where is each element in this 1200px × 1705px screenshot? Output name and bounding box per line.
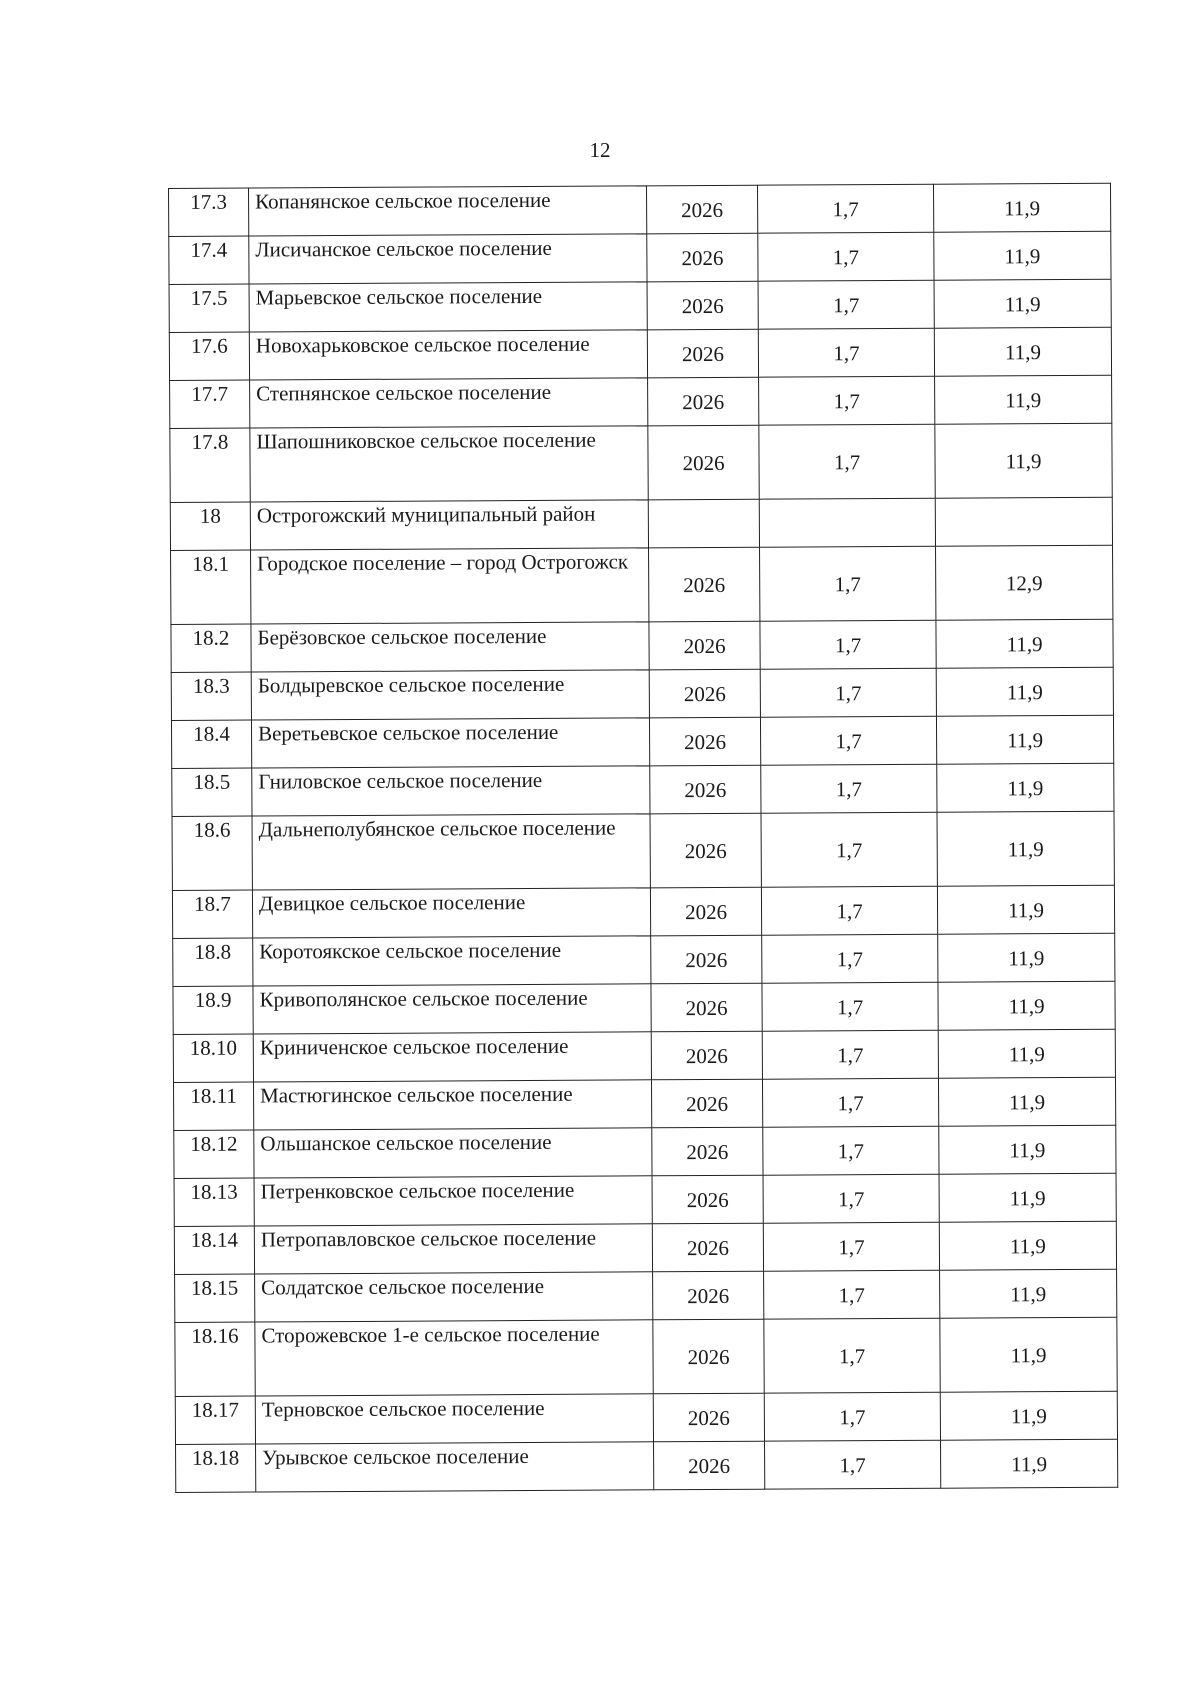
table-row bbox=[171, 715, 1113, 768]
year-cell: 2026 bbox=[646, 185, 757, 234]
value-1-cell: 1,7 bbox=[758, 280, 934, 329]
settlement-name: Дальнеполубянское сельское поселение bbox=[252, 814, 650, 890]
value-1-cell: 1,7 bbox=[762, 934, 938, 983]
table-row bbox=[171, 545, 1113, 624]
year-cell: 2026 bbox=[653, 1393, 764, 1442]
value-1-cell: 1,7 bbox=[760, 716, 936, 765]
year-cell: 2026 bbox=[654, 1441, 765, 1490]
table-row bbox=[172, 811, 1114, 890]
row-number: 18.16 bbox=[175, 1322, 255, 1396]
table-row bbox=[170, 375, 1112, 428]
district-name: Острогожский муниципальный район bbox=[250, 500, 648, 550]
value-1-cell: 1,7 bbox=[760, 668, 936, 717]
settlement-name: Петропавловское сельское поселение bbox=[254, 1224, 652, 1274]
row-number: 18.17 bbox=[175, 1396, 255, 1444]
settlement-name: Степнянское сельское поселение bbox=[250, 378, 648, 428]
year-cell bbox=[648, 499, 759, 548]
value-1-cell: 1,7 bbox=[760, 546, 936, 621]
value-1-cell: 1,7 bbox=[764, 1392, 940, 1441]
value-1-cell: 1,7 bbox=[761, 764, 937, 813]
row-number: 18.4 bbox=[171, 720, 251, 768]
year-cell: 2026 bbox=[647, 233, 758, 282]
year-cell: 2026 bbox=[649, 547, 760, 622]
value-1-cell: 1,7 bbox=[763, 1174, 939, 1223]
row-number: 18.18 bbox=[176, 1444, 256, 1492]
row-number: 18.2 bbox=[171, 624, 251, 672]
settlement-name: Солдатское сельское поселение bbox=[255, 1272, 653, 1322]
row-number: 18.15 bbox=[175, 1274, 255, 1322]
value-1-cell: 1,7 bbox=[761, 812, 937, 887]
row-number: 18.8 bbox=[173, 938, 253, 986]
row-number: 18.3 bbox=[171, 672, 251, 720]
settlement-name: Веретьевское сельское поселение bbox=[251, 718, 649, 768]
table-row bbox=[174, 1173, 1116, 1226]
value-2-cell: 12,9 bbox=[936, 545, 1113, 620]
settlement-name: Кривополянское сельское поселение bbox=[253, 984, 651, 1034]
table-row bbox=[169, 327, 1111, 380]
settlement-name: Урывское сельское поселение bbox=[256, 1442, 654, 1492]
table-row bbox=[174, 1125, 1116, 1178]
value-1-cell: 1,7 bbox=[757, 184, 933, 233]
table-row bbox=[175, 1391, 1117, 1444]
value-1-cell: 1,7 bbox=[758, 328, 934, 377]
year-cell: 2026 bbox=[650, 813, 761, 888]
settlements-table bbox=[168, 183, 1118, 1493]
table-row bbox=[169, 183, 1111, 236]
value-2-cell: 11,9 bbox=[934, 279, 1111, 328]
year-cell: 2026 bbox=[650, 765, 761, 814]
row-number: 18 bbox=[170, 502, 250, 550]
value-2-cell: 11,9 bbox=[937, 763, 1114, 812]
year-cell: 2026 bbox=[649, 669, 760, 718]
value-1-cell: 1,7 bbox=[762, 1078, 938, 1127]
table-row bbox=[173, 1077, 1115, 1130]
value-2-cell: 11,9 bbox=[940, 1391, 1117, 1440]
value-2-cell: 11,9 bbox=[938, 1029, 1115, 1078]
value-2-cell: 11,9 bbox=[936, 667, 1113, 716]
row-number: 18.5 bbox=[172, 768, 252, 816]
table-row bbox=[172, 763, 1114, 816]
value-2-cell: 11,9 bbox=[933, 183, 1110, 232]
table-row bbox=[175, 1317, 1117, 1396]
value-2-cell: 11,9 bbox=[940, 1269, 1117, 1318]
value-2-cell: 11,9 bbox=[937, 811, 1114, 886]
row-number: 17.4 bbox=[169, 236, 249, 284]
table-row bbox=[170, 423, 1112, 502]
settlement-name: Городское поселение – город Острогожск bbox=[251, 548, 649, 624]
row-number: 18.10 bbox=[173, 1034, 253, 1082]
value-1-cell: 1,7 bbox=[764, 1318, 940, 1393]
value-2-cell: 11,9 bbox=[938, 1077, 1115, 1126]
table-row bbox=[174, 1221, 1116, 1274]
settlement-name: Криниченское сельское поселение bbox=[253, 1032, 651, 1082]
table-row bbox=[173, 981, 1115, 1034]
settlement-name: Терновское сельское поселение bbox=[255, 1394, 653, 1444]
settlement-name: Коротоякское сельское поселение bbox=[253, 936, 651, 986]
value-1-cell: 1,7 bbox=[763, 1126, 939, 1175]
settlement-name: Новохарьковское сельское поселение bbox=[249, 330, 647, 380]
value-1-cell bbox=[759, 498, 935, 547]
row-number: 18.6 bbox=[172, 816, 252, 890]
value-2-cell: 11,9 bbox=[938, 981, 1115, 1030]
value-2-cell: 11,9 bbox=[937, 885, 1114, 934]
settlement-name: Мастюгинское сельское поселение bbox=[253, 1080, 651, 1130]
year-cell: 2026 bbox=[653, 1271, 764, 1320]
settlement-name: Ольшанское сельское поселение bbox=[254, 1128, 652, 1178]
year-cell: 2026 bbox=[647, 281, 758, 330]
settlement-name: Копанянское сельское поселение bbox=[249, 186, 647, 236]
year-cell: 2026 bbox=[649, 621, 760, 670]
table-row bbox=[169, 231, 1111, 284]
settlement-name: Болдыревское сельское поселение bbox=[251, 670, 649, 720]
table-row bbox=[176, 1439, 1118, 1492]
value-2-cell: 11,9 bbox=[935, 423, 1112, 498]
value-2-cell: 11,9 bbox=[938, 933, 1115, 982]
row-number: 17.6 bbox=[169, 332, 249, 380]
settlement-name: Девицкое сельское поселение bbox=[252, 888, 650, 938]
value-2-cell: 11,9 bbox=[935, 375, 1112, 424]
value-1-cell: 1,7 bbox=[762, 1030, 938, 1079]
row-number: 17.3 bbox=[169, 188, 249, 236]
row-number: 18.11 bbox=[173, 1082, 253, 1130]
value-1-cell: 1,7 bbox=[759, 424, 935, 499]
row-number: 18.9 bbox=[173, 986, 253, 1034]
value-1-cell: 1,7 bbox=[764, 1270, 940, 1319]
row-number: 17.8 bbox=[170, 428, 250, 502]
table-row bbox=[171, 667, 1113, 720]
table-row-district bbox=[170, 497, 1112, 550]
value-1-cell: 1,7 bbox=[762, 982, 938, 1031]
value-2-cell: 11,9 bbox=[939, 1221, 1116, 1270]
settlement-name: Гниловское сельское поселение bbox=[252, 766, 650, 816]
settlement-name: Берёзовское сельское поселение bbox=[251, 622, 649, 672]
value-1-cell: 1,7 bbox=[760, 620, 936, 669]
value-2-cell bbox=[935, 497, 1112, 546]
value-1-cell: 1,7 bbox=[758, 232, 934, 281]
year-cell: 2026 bbox=[650, 887, 761, 936]
year-cell: 2026 bbox=[648, 425, 759, 500]
year-cell: 2026 bbox=[648, 377, 759, 426]
settlement-name: Марьевское сельское поселение bbox=[249, 282, 647, 332]
year-cell: 2026 bbox=[651, 935, 762, 984]
year-cell: 2026 bbox=[652, 1175, 763, 1224]
row-number: 18.14 bbox=[174, 1226, 254, 1274]
year-cell: 2026 bbox=[652, 1223, 763, 1272]
value-2-cell: 11,9 bbox=[940, 1317, 1117, 1392]
page-number: 12 bbox=[589, 138, 611, 162]
value-2-cell: 11,9 bbox=[934, 327, 1111, 376]
settlement-name: Петренковское сельское поселение bbox=[254, 1176, 652, 1226]
year-cell: 2026 bbox=[651, 1031, 762, 1080]
value-2-cell: 11,9 bbox=[939, 1125, 1116, 1174]
row-number: 17.7 bbox=[170, 380, 250, 428]
row-number: 18.13 bbox=[174, 1178, 254, 1226]
settlement-name: Лисичанское сельское поселение bbox=[249, 234, 647, 284]
settlement-name: Шапошниковское сельское поселение bbox=[250, 426, 648, 502]
table-row bbox=[171, 619, 1113, 672]
year-cell: 2026 bbox=[651, 1079, 762, 1128]
table-row bbox=[169, 279, 1111, 332]
value-1-cell: 1,7 bbox=[763, 1222, 939, 1271]
value-2-cell: 11,9 bbox=[936, 619, 1113, 668]
year-cell: 2026 bbox=[652, 1127, 763, 1176]
year-cell: 2026 bbox=[651, 983, 762, 1032]
value-2-cell: 11,9 bbox=[939, 1173, 1116, 1222]
row-number: 18.1 bbox=[171, 550, 251, 624]
value-2-cell: 11,9 bbox=[941, 1439, 1118, 1488]
table-row bbox=[172, 885, 1114, 938]
row-number: 18.12 bbox=[174, 1130, 254, 1178]
table-row bbox=[173, 933, 1115, 986]
value-2-cell: 11,9 bbox=[936, 715, 1113, 764]
row-number: 17.5 bbox=[169, 284, 249, 332]
value-1-cell: 1,7 bbox=[759, 376, 935, 425]
year-cell: 2026 bbox=[647, 329, 758, 378]
year-cell: 2026 bbox=[653, 1319, 764, 1394]
settlement-name: Сторожевское 1-е сельское поселение bbox=[255, 1320, 653, 1396]
table-row bbox=[175, 1269, 1117, 1322]
table-row bbox=[173, 1029, 1115, 1082]
year-cell: 2026 bbox=[649, 717, 760, 766]
value-2-cell: 11,9 bbox=[934, 231, 1111, 280]
value-1-cell: 1,7 bbox=[761, 886, 937, 935]
row-number: 18.7 bbox=[172, 890, 252, 938]
value-1-cell: 1,7 bbox=[765, 1440, 941, 1489]
